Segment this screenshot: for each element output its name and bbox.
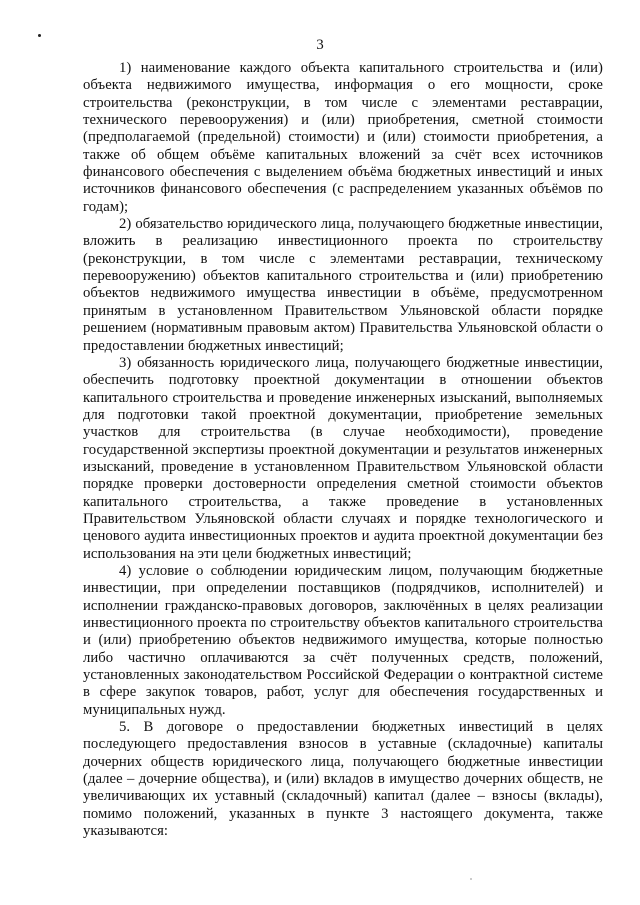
page-number: 3 [316,37,324,53]
document-body [83,60,603,840]
paragraph-item-3: 3) обязанность юридического лица, получающего бюджетные инвестиции, обеспечить подготовку проектной документации в отношении объектов капитального строительства и проведение инженерных изысканий, выполняемых для подготовки такой проектной документации, приобретение земельных участков для строительства (в случае необходимости), проведение государственной экспертизы проектной документации и результатов инженерных изысканий, проведение в установленном Правительством Ульяновской области порядке проверки достоверности определения сметной стоимости объектов капитального строительства, а также проведение в установленных Правительством Ульяновской области случаях и порядке технологического и ценового аудита инвестиционных проектов и аудита проектной документации без использования на эти цели бюджетных инвестиций; [83,354,603,562]
scan-artifact-speck [470,878,472,880]
paragraph-item-4: 4) условие о соблюдении юридическим лицом, получающим бюджетные инвестиции, при определении поставщиков (подрядчиков, исполнителей) и исполнении гражданско-правовых договоров, заключённых в целях реализации инвестиционного проекта по строительству объектов капитального строительства и (или) приобретению объектов недвижимого имущества, которые полностью либо частично оплачиваются за счёт полученных средств, положений, установленных законодательством Российской Федерации о контрактной системе в сфере закупок товаров, работ, услуг для обеспечения государственных и муниципальных нужд. [83,562,603,718]
paragraph-item-1: 1) наименование каждого объекта капитального строительства и (или) объекта недвижимого имущества, информация о его мощности, сроке строительства (реконструкции, в том числе с элементами реставрации, технического перевооружения) и (или) приобретения, сметной стоимости (предполагаемой (предельной) стоимости) и (или) стоимости приобретения, а также об общем объёме капитальных вложений за счёт всех источников финансового обеспечения с выделением объёма бюджетных инвестиций и иных источников финансового обеспечения (с распределением указанных объёмов по годам); [83,60,603,215]
paragraph-clause-5: 5. В договоре о предоставлении бюджетных инвестиций в целях последующего предоставления взносов в уставные (складочные) капиталы дочерних обществ юридического лица, получающего бюджетные инвестиции (далее – дочерние общества), и (или) вкладов в имущество дочерних обществ, не увеличивающих их уставный (складочный) капитал (далее – взносы (вклады), помимо положений, указанных в пункте 3 настоящего документа, также указываются: [83,719,603,840]
paragraph-item-2: 2) обязательство юридического лица, получающего бюджетные инвестиции, вложить в реализацию инвестиционного проекта по строительству (реконструкции, в том числе с элементами реставрации, техническому перевооружению) объектов капитального строительства и (или) приобретению объектов недвижимого имущества инвестиции в объёме, предусмотренном принятым в установленном Правительством Ульяновской области порядке решением (нормативным правовым актом) Правительства Ульяновской области о предоставлении бюджетных инвестиций; [83,216,603,354]
